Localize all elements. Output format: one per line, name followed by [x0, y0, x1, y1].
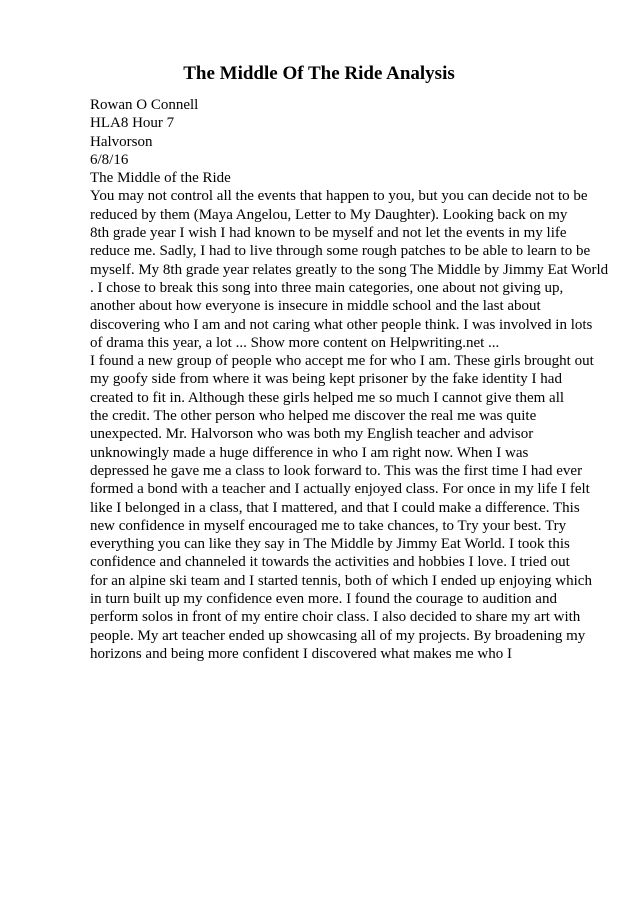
- document-title: The Middle Of The Ride Analysis: [183, 63, 455, 84]
- text-line: confidence and channeled it towards the activities and hobbies I love. I tried out: [90, 554, 570, 571]
- text-line: of drama this year, a lot ... Show more content on Helpwriting.net ...: [90, 334, 500, 351]
- text-line: people. My art teacher ended up showcasing all of my projects. By broadening my: [90, 627, 586, 644]
- text-line: . I chose to break this song into three main categories, one about not giving up,: [90, 279, 564, 296]
- essay-heading: The Middle of the Ride: [90, 170, 231, 187]
- text-line: unknowingly made a huge difference in who I am right now. When I was: [90, 444, 529, 461]
- text-line: my goofy side from where it was being kept prisoner by the fake identity I had: [90, 371, 562, 388]
- document-date: 6/8/16: [90, 151, 129, 168]
- author-name: Rowan O Connell: [90, 97, 199, 113]
- class-hour: HLA8 Hour 7: [90, 115, 175, 132]
- text-line: created to fit in. Although these girls helped me so much I cannot give them all: [90, 389, 565, 406]
- text-line: like I belonged in a class, that I mattered, and that I could make a difference. This: [90, 499, 580, 516]
- text-line: I found a new group of people who accept me for who I am. These girls brought out: [90, 353, 594, 370]
- text-line: You may not control all the events that happen to you, but you can decide not to be: [90, 188, 588, 205]
- text-line: reduce me. Sadly, I had to live through some rough patches to be able to learn to be: [90, 243, 591, 260]
- text-line: horizons and being more confident I discovered what makes me who I: [90, 645, 512, 662]
- text-line: new confidence in myself encouraged me to take chances, to Try your best. Try: [90, 517, 567, 534]
- text-line: discovering who I am and not caring what other people think. I was involved in lots: [90, 316, 593, 333]
- document-body: [90, 96, 610, 663]
- text-line: another about how everyone is insecure in middle school and the last about: [90, 298, 541, 315]
- teacher-name: Halvorson: [90, 133, 153, 150]
- text-line: reduced by them (Maya Angelou, Letter to My Daughter). Looking back on my: [90, 206, 568, 223]
- text-line: depressed he gave me a class to look forward to. This was the first time I had ever: [90, 462, 583, 479]
- text-line: the credit. The other person who helped me discover the real me was quite: [90, 408, 537, 425]
- text-line: in turn built up my confidence even more. I found the courage to audition and: [90, 591, 557, 608]
- text-line: formed a bond with a teacher and I actually enjoyed class. For once in my life I felt: [90, 481, 590, 498]
- text-line: myself. My 8th grade year relates greatly to the song The Middle by Jimmy Eat World: [90, 261, 609, 278]
- text-line: for an alpine ski team and I started tennis, both of which I ended up enjoying which: [90, 572, 592, 589]
- text-line: 8th grade year I wish I had known to be myself and not let the events in my life: [90, 225, 567, 242]
- text-line: perform solos in front of my entire choir class. I also decided to share my art with: [90, 609, 581, 626]
- text-line: everything you can like they say in The Middle by Jimmy Eat World. I took this: [90, 536, 570, 553]
- text-line: unexpected. Mr. Halvorson who was both my English teacher and advisor: [90, 426, 534, 443]
